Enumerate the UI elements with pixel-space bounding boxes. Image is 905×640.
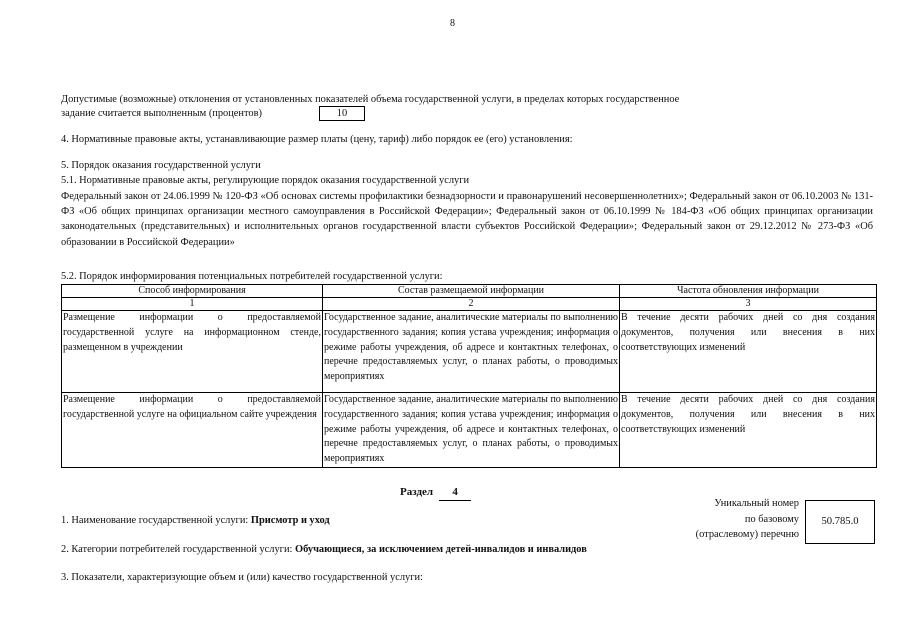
table-number-cell: 1 — [62, 298, 323, 311]
table-header-cell: Состав размещаемой информации — [323, 285, 620, 298]
information-table — [61, 284, 877, 468]
table-number-row — [62, 298, 877, 311]
table-cell: Государственное задание, аналитические материалы по выполнению государственного задания; копия устава учреждения; информация о режиме работы учреждения, об адресе и контактных телефонах, о перечне предоставляемых услуг, о планах работы, о проводимых мероприятиях — [323, 393, 620, 468]
unique-number-label — [660, 496, 799, 543]
consumers-value: Обучающиеся, за исключением детей-инвалидов и инвалидов — [295, 544, 587, 555]
table-row — [62, 311, 877, 393]
table-header-row — [62, 285, 877, 298]
item51-title: 5.1. Нормативные правовые акты, регулирующие порядок оказания государственной услуги — [61, 175, 470, 186]
unique-number-line3: (отраслевому) перечню — [695, 529, 799, 540]
table-number-cell: 2 — [323, 298, 620, 311]
table-number-cell: 3 — [620, 298, 877, 311]
section-title — [400, 485, 471, 501]
service-name-label: 1. Наименование государственной услуги: — [61, 515, 249, 526]
item5-title: 5. Порядок оказания государственной услуги — [61, 160, 261, 171]
consumer-categories — [61, 543, 587, 557]
service-name — [61, 514, 330, 528]
table-cell: Государственное задание, аналитические материалы по выполнению государственного задания; копия устава учреждения; информация о режиме работы учреждения, об адресе и контактных телефонах, о перечне предоставляемых услуг, о планах работы, о проводимых мероприятиях — [323, 311, 620, 393]
table-cell: Размещение информации о предоставляемой государственной услуге на информационном стенде, размещенном в учреждении — [62, 311, 323, 393]
unique-number-line1: Уникальный номер — [714, 498, 799, 509]
tolerance-text-line1: Допустимые (возможные) отклонения от установленных показателей объема государственной услуги, в пределах которых государственное — [61, 94, 680, 105]
table-header-cell: Способ информирования — [62, 285, 323, 298]
service-name-value: Присмотр и уход — [250, 515, 330, 526]
table-cell: Размещение информации о предоставляемой государственной услуге на официальном сайте учреждения — [62, 393, 323, 468]
item51-text: Федеральный закон от 24.06.1999 № 120-ФЗ «Об основах системы профилактики безнадзорности и правонарушений несовершеннолетних»; Федеральный закон от 06.10.2003 № 131-ФЗ «Об общих принципах организации местного самоуправления в Российской Федерации»; Федеральный закон от 06.10.1999 № 184-ФЗ «Об общих принципах организации законодательных (представительных) и исполнительных органов государственной власти субъектов Российской Федерации»; Федеральный закон от 29.12.2012 № 273-ФЗ «Об образовании в Российской Федерации» — [61, 191, 873, 248]
table-cell: В течение десяти рабочих дней со дня создания документов, получения или внесения в них соответствующих изменений — [620, 311, 877, 393]
tolerance-value: 10 — [319, 106, 365, 121]
item52-title: 5.2. Порядок информирования потенциальных потребителей государственной услуги: — [61, 271, 443, 282]
table-row — [62, 393, 877, 468]
table-cell: В течение десяти рабочих дней со дня создания документов, получения или внесения в них соответствующих изменений — [620, 393, 877, 468]
section-number: 4 — [439, 485, 471, 501]
section-label: Раздел — [400, 486, 434, 498]
unique-number-line2: по базовому — [744, 513, 799, 525]
consumers-label: 2. Категории потребителей государственной услуги: — [61, 544, 293, 555]
tolerance-text-line2: задание считается выполненным (процентов) — [61, 108, 262, 119]
table-header-cell: Частота обновления информации — [620, 285, 877, 298]
page-number: 8 — [450, 18, 455, 29]
unique-number-code: 50.785.0 — [805, 500, 875, 544]
item4-text: 4. Нормативные правовые акты, устанавливающие размер платы (цену, тариф) либо порядок ее (его) установления: — [61, 134, 573, 145]
indicators-text: 3. Показатели, характеризующие объем и (или) качество государственной услуги: — [61, 572, 423, 583]
